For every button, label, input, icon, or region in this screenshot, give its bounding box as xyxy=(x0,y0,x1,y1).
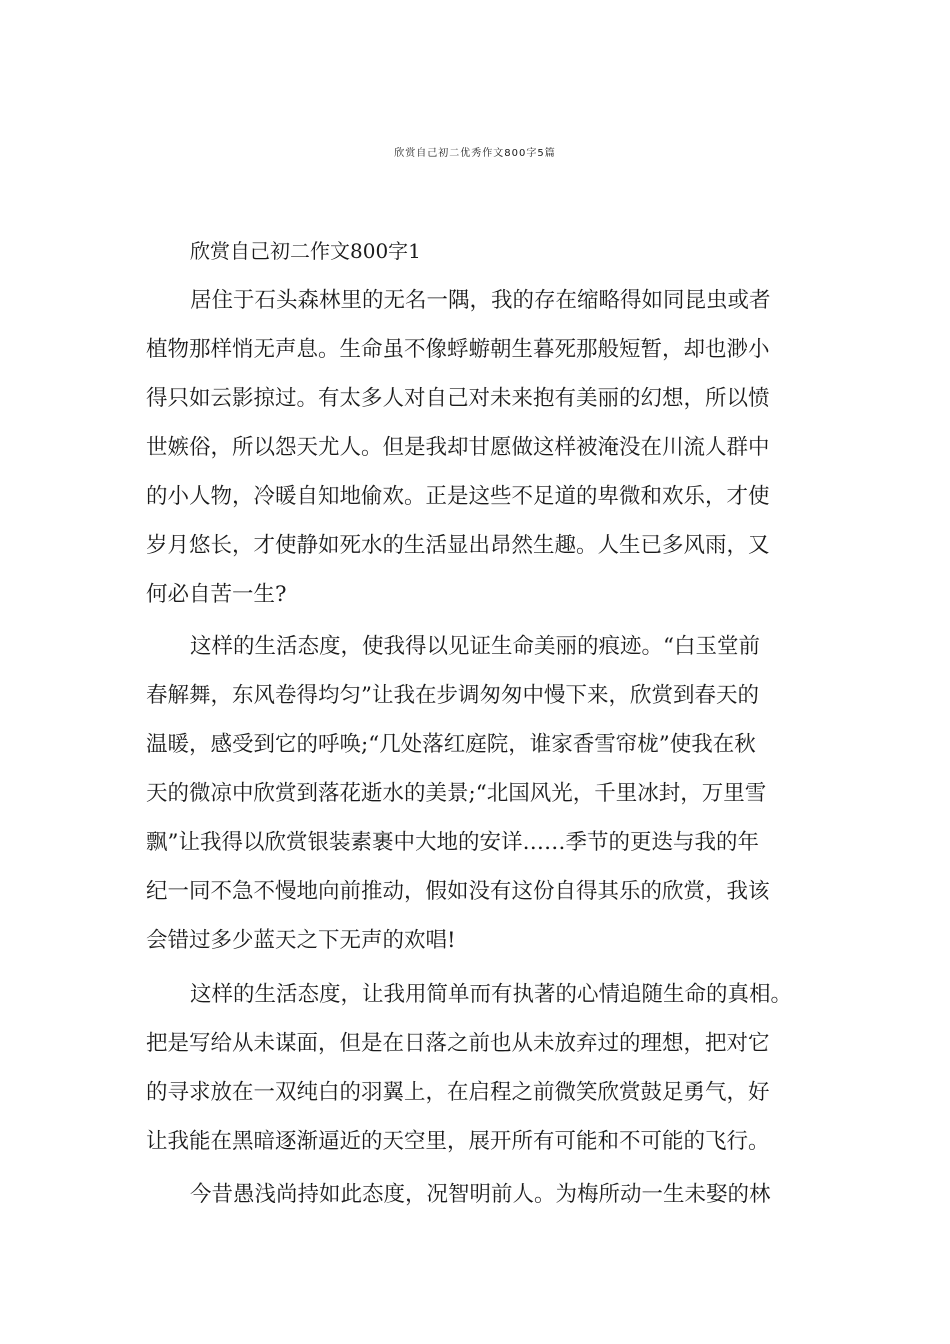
text-line: 温暖，感受到它的呼唤;“几处落红庭院，谁家香雪帘栊”使我在秋 xyxy=(146,732,756,757)
text-line: 纪一同不急不慢地向前推动，假如没有这份自得其乐的欣赏，我该 xyxy=(146,879,770,904)
text-line: 这样的生活态度，让我用简单而有执著的心情追随生命的真相。 xyxy=(190,982,793,1007)
text-line: 飘”让我得以欣赏银装素裹中大地的安详……季节的更迭与我的年 xyxy=(146,830,759,855)
text-line: 今昔愚浅尚持如此态度，况智明前人。为梅所动一生未娶的林 xyxy=(190,1182,771,1207)
text-line: 岁月悠长，才使静如死水的生活显出昂然生趣。人生已多风雨，又 xyxy=(146,533,770,558)
text-line: 的小人物，冷暖自知地偷欢。正是这些不足道的卑微和欢乐，才使 xyxy=(146,484,770,509)
text-line: 天的微凉中欣赏到落花逝水的美景;“北国风光，千里冰封，万里雪 xyxy=(146,781,767,806)
text-line: 何必自苦一生? xyxy=(146,582,287,607)
text-line: 把是写给从未谋面，但是在日落之前也从未放弃过的理想，把对它 xyxy=(146,1031,770,1056)
text-line: 居住于石头森林里的无名一隅，我的存在缩略得如同昆虫或者 xyxy=(190,288,771,313)
document-title: 欣赏自己初二优秀作文800字5篇 xyxy=(394,148,556,159)
text-line: 的寻求放在一双纯白的羽翼上，在启程之前微笑欣赏鼓足勇气，好 xyxy=(146,1080,770,1105)
text-line: 植物那样悄无声息。生命虽不像蜉蝣朝生暮死那般短暂，却也渺小 xyxy=(146,337,770,362)
text-line: 春解舞，东风卷得均匀”让我在步调匆匆中慢下来，欣赏到春天的 xyxy=(146,683,759,708)
text-line: 这样的生活态度，使我得以见证生命美丽的痕迹。“白玉堂前 xyxy=(190,634,760,659)
text-line: 得只如云影掠过。有太多人对自己对未来抱有美丽的幻想，所以愤 xyxy=(146,386,770,411)
text-line: 世嫉俗，所以怨天尤人。但是我却甘愿做这样被淹没在川流人群中 xyxy=(146,435,770,460)
essay-heading: 欣赏自己初二作文800字1 xyxy=(190,239,421,263)
text-line: 让我能在黑暗逐渐逼近的天空里，展开所有可能和不可能的飞行。 xyxy=(146,1129,770,1154)
text-line: 会错过多少蓝天之下无声的欢唱! xyxy=(146,928,456,953)
